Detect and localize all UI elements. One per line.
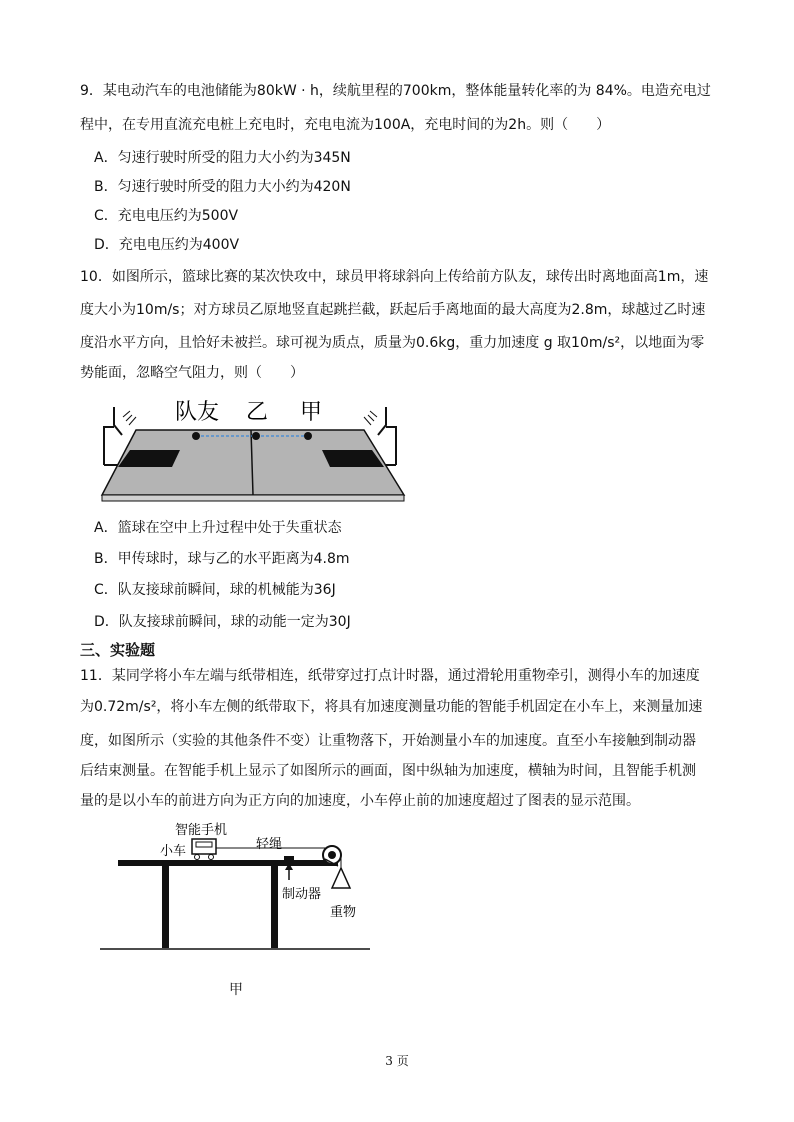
basketball-court-figure bbox=[96, 395, 412, 505]
cart-wheel-left bbox=[195, 855, 200, 860]
label-cart: 小车 bbox=[160, 844, 187, 859]
q9-option-b: B．匀速行驶时所受的阻力大小约为420N bbox=[94, 179, 351, 195]
label-rope: 轻绳 bbox=[256, 837, 283, 852]
right-backboard bbox=[378, 407, 386, 435]
table-top bbox=[118, 860, 338, 866]
label-jia: 甲 bbox=[300, 400, 323, 425]
right-net bbox=[364, 411, 377, 425]
q10-option-a: A．篮球在空中上升过程中处于失重状态 bbox=[94, 520, 342, 536]
label-phone: 智能手机 bbox=[175, 823, 228, 838]
q10-line1: 10．如图所示，篮球比赛的某次快攻中，球员甲将球斜向上传给前方队友，球传出时离地面高1m，速 bbox=[80, 269, 709, 285]
q9-line2: 程中，在专用直流充电桩上充电时，充电电流为100A，充电时间的为2h。则（ ） bbox=[80, 117, 611, 133]
court-edge bbox=[102, 495, 404, 501]
label-weight: 重物 bbox=[330, 905, 357, 920]
table-leg-left bbox=[162, 866, 169, 948]
left-net bbox=[123, 411, 136, 425]
q10-line2: 度大小为10m/s；对方球员乙原地竖直起跳拦截，跃起后手离地面的最大高度为2.8m，球越过乙时速 bbox=[80, 302, 706, 318]
cart-wheel-right bbox=[209, 855, 214, 860]
ball-jia bbox=[304, 432, 312, 440]
weight bbox=[332, 868, 350, 888]
q9-option-a: A．匀速行驶时所受的阻力大小约为345N bbox=[94, 150, 351, 166]
q10-line3: 度沿水平方向，且恰好未被拦。球可视为质点，质量为0.6kg，重力加速度 g 取10m/s²，以地面为零 bbox=[80, 335, 705, 351]
q10-option-d: D．队友接球前瞬间，球的动能一定为30J bbox=[94, 614, 351, 630]
q10-option-c: C．队友接球前瞬间，球的机械能为36J bbox=[94, 582, 336, 598]
brake bbox=[284, 856, 294, 861]
phone bbox=[196, 842, 212, 847]
page-number: 3 页 bbox=[385, 1054, 409, 1068]
ball-yi bbox=[252, 432, 260, 440]
q11-line4: 后结束测量。在智能手机上显示了如图所示的画面，图中纵轴为加速度，横轴为时间，且智能手机测 bbox=[80, 763, 696, 779]
left-backboard bbox=[114, 407, 122, 435]
table-leg-right bbox=[271, 866, 278, 948]
q11-line1: 11．某同学将小车左端与纸带相连，纸带穿过打点计时器，通过滑轮用重物牵引，测得小车的加速度 bbox=[80, 668, 700, 684]
q11-line3: 度，如图所示（实验的其他条件不变）让重物落下，开始测量小车的加速度。直至小车接触到制动器 bbox=[80, 733, 696, 749]
label-brake: 制动器 bbox=[282, 887, 322, 902]
q9-option-c: C．充电电压约为500V bbox=[94, 208, 239, 224]
left-hoop-stand bbox=[104, 427, 114, 465]
cart-experiment-figure bbox=[100, 818, 380, 958]
q11-line2: 为0.72m/s²，将小车左侧的纸带取下，将具有加速度测量功能的智能手机固定在小车上，来测量加速 bbox=[80, 699, 703, 715]
q10-line4: 势能面，忽略空气阻力，则（ ） bbox=[80, 365, 304, 381]
section-title: 三、实验题 bbox=[80, 641, 156, 659]
figure-caption: 甲 bbox=[229, 982, 243, 998]
label-teammate: 队友 bbox=[175, 400, 220, 425]
q9-option-d: D．充电电压约为400V bbox=[94, 237, 240, 253]
q9-line1: 9．某电动汽车的电池储能为80kW · h，续航里程的700km，整体能量转化率的为 84%。电造充电过 bbox=[80, 83, 711, 99]
q11-line5: 量的是以小车的前进方向为正方向的加速度，小车停止前的加速度超过了图表的显示范围。 bbox=[80, 793, 640, 809]
right-hoop-stand bbox=[386, 427, 396, 465]
ball-teammate bbox=[192, 432, 200, 440]
label-yi: 乙 bbox=[246, 400, 269, 425]
q10-option-b: B．甲传球时，球与乙的水平距离为4.8m bbox=[94, 551, 350, 567]
